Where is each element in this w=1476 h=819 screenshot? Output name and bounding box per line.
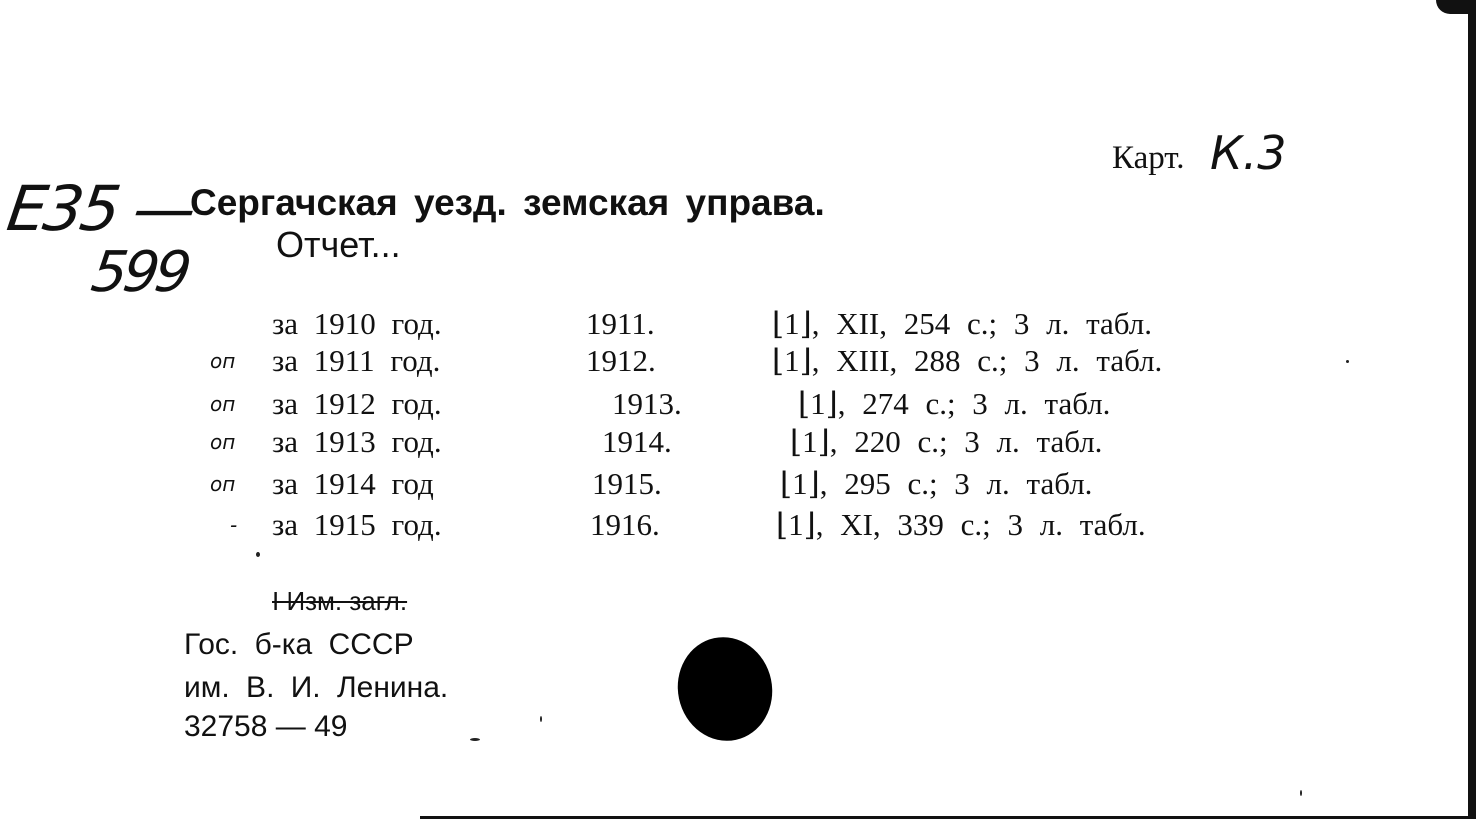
handwritten-call-number-line1: E35 — [2, 172, 198, 245]
publication-year: 1915. [592, 466, 662, 501]
ink-speck [1300, 790, 1302, 796]
publication-year: 1911. [586, 306, 655, 341]
handwritten-mark: - [230, 513, 238, 537]
card-corner-shadow [1436, 0, 1476, 14]
collation: ⌊1⌋, 295 с.; 3 л. табл. [780, 466, 1093, 501]
handwritten-mark: оп [210, 349, 236, 373]
holdings-row [0, 386, 1476, 426]
publication-year: 1912. [586, 343, 656, 378]
report-year: за 1911 год. [272, 343, 441, 378]
library-name-line2: им. В. И. Ленина. [184, 671, 449, 704]
holdings-row [0, 466, 1476, 506]
handwritten-call-number-line2: 599 [87, 240, 192, 305]
card-title: Сергачская уезд. земская управа. [190, 182, 825, 223]
publication-year: 1914. [602, 424, 672, 459]
holdings-row [0, 306, 1476, 346]
punch-hole [668, 628, 782, 749]
publication-year: 1916. [590, 507, 660, 542]
library-card-code: 32758 — 49 [184, 710, 348, 743]
report-year: за 1915 год. [272, 507, 442, 542]
publication-year: 1913. [612, 386, 682, 421]
handwritten-card-number: К.3 [1210, 126, 1287, 180]
handwritten-mark: оп [210, 392, 236, 416]
collation: ⌊1⌋, XII, 254 с.; 3 л. табл. [772, 306, 1152, 341]
struck-note: I Изм. загл. [272, 586, 408, 616]
card-number-label: Карт. [1112, 140, 1185, 176]
handwritten-mark: оп [210, 430, 236, 454]
collation: ⌊1⌋, XI, 339 с.; 3 л. табл. [776, 507, 1146, 542]
collation: ⌊1⌋, XIII, 288 с.; 3 л. табл. [772, 343, 1163, 378]
report-year: за 1914 год [272, 466, 434, 501]
ink-speck [1346, 360, 1349, 363]
handwritten-mark: оп [210, 472, 236, 496]
report-year: за 1913 год. [272, 424, 442, 459]
collation: ⌊1⌋, 220 с.; 3 л. табл. [790, 424, 1103, 459]
ink-speck [470, 738, 480, 741]
card-subtitle: Отчет... [276, 224, 401, 265]
report-year: за 1912 год. [272, 386, 442, 421]
collation: ⌊1⌋, 274 с.; 3 л. табл. [798, 386, 1111, 421]
ink-speck [256, 552, 260, 557]
holdings-row [0, 507, 1476, 547]
library-name-line1: Гос. б-ка СССР [184, 628, 414, 661]
holdings-row [0, 424, 1476, 464]
ink-speck [540, 716, 542, 722]
holdings-row [0, 343, 1476, 383]
report-year: за 1910 год. [272, 306, 442, 341]
